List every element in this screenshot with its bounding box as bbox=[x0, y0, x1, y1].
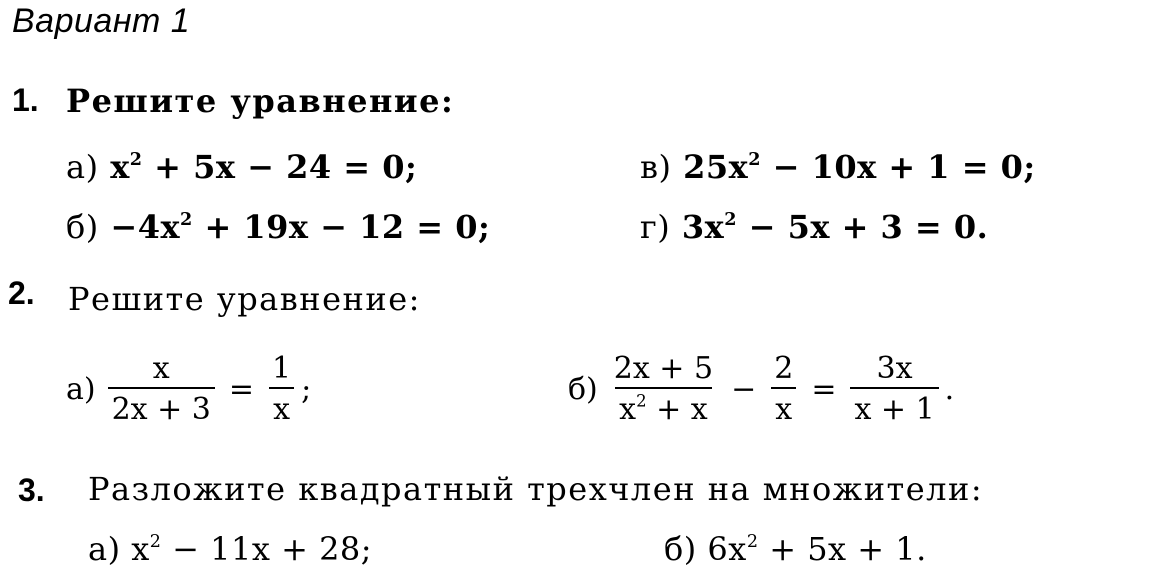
task2-b-f1-den bbox=[615, 387, 712, 426]
task2-number: 2. bbox=[8, 275, 35, 311]
task3-a-expr-post: − 11x + 28; bbox=[161, 530, 373, 568]
task2-a-f1-num: x bbox=[152, 351, 170, 386]
task2-a-fraction-2 bbox=[268, 352, 295, 426]
task2-a-f1-den: 2x + 3 bbox=[108, 387, 215, 426]
task3-eq-b bbox=[664, 530, 927, 568]
task2-b-minus: − bbox=[731, 371, 757, 407]
task2-b-fraction-3 bbox=[850, 352, 938, 426]
task3-a-label: а) bbox=[88, 530, 121, 568]
task1-title: Решите уравнение: bbox=[66, 82, 455, 120]
task1-eq-a bbox=[66, 148, 417, 186]
task2-title: Решите уравнение: bbox=[68, 280, 421, 318]
task3-b-expr-post: + 5x + 1. bbox=[758, 530, 927, 568]
task1-v-expr-post: − 10x + 1 = 0; bbox=[761, 148, 1036, 186]
task1-a-expr-pre: x bbox=[110, 148, 130, 186]
task2-b-f1-num: 2x + 5 bbox=[613, 351, 714, 386]
task3-a-expr-pre: x bbox=[131, 530, 150, 568]
task2-a-eq: = bbox=[228, 371, 255, 407]
task1-number: 1. bbox=[12, 82, 39, 118]
task2-b-fraction-2 bbox=[770, 352, 797, 426]
task1-eq-v bbox=[640, 148, 1036, 186]
task1-a-sup: 2 bbox=[129, 148, 143, 170]
task2-b-eq: = bbox=[811, 371, 837, 407]
variant-heading: Вариант 1 bbox=[12, 2, 191, 40]
task3-b-sup: 2 bbox=[746, 531, 759, 552]
task2-eq-a bbox=[66, 352, 311, 426]
task3-b-label: б) bbox=[664, 530, 697, 568]
task1-b-expr-pre: −4x bbox=[110, 208, 181, 246]
task2-b-fraction-1 bbox=[610, 352, 717, 426]
task1-v-expr-pre: 25x bbox=[683, 148, 749, 186]
task1-a-label: а) bbox=[66, 148, 99, 186]
task2-b-f1-den-sup: 2 bbox=[636, 391, 647, 411]
task2-b-f1-den-pre: x bbox=[619, 392, 637, 427]
task2-b-label: б) bbox=[568, 371, 598, 407]
task1-g-expr-post: − 5x + 3 = 0. bbox=[736, 208, 989, 246]
task1-a-expr-post: + 5x − 24 = 0; bbox=[142, 148, 418, 186]
task3-number: 3. bbox=[18, 472, 45, 508]
task2-b-f2-den: x bbox=[771, 387, 796, 426]
task2-b-f2-num: 2 bbox=[774, 351, 794, 386]
task3-title: Разложите квадратный трехчлен на множители: bbox=[88, 470, 984, 508]
task1-b-sup: 2 bbox=[180, 208, 193, 230]
task1-g-sup: 2 bbox=[724, 208, 737, 230]
task3-a-sup: 2 bbox=[149, 531, 162, 552]
task1-b-expr-post: + 19x − 12 = 0; bbox=[192, 208, 491, 246]
task2-a-end: ; bbox=[301, 371, 312, 407]
task1-b-label: б) bbox=[66, 208, 99, 246]
task3-eq-a bbox=[88, 530, 372, 568]
task2-b-f3-num: 3x bbox=[876, 351, 913, 386]
task1-eq-b bbox=[66, 208, 490, 246]
task2-b-f3-den: x + 1 bbox=[850, 387, 938, 426]
task1-eq-g bbox=[640, 208, 988, 246]
task1-g-label: г) bbox=[640, 208, 671, 246]
task1-v-sup: 2 bbox=[748, 148, 761, 170]
task2-a-f2-den: x bbox=[269, 387, 294, 426]
task1-g-expr-pre: 3x bbox=[681, 208, 725, 246]
task3-b-expr-pre: 6x bbox=[707, 530, 747, 568]
task1-v-label: в) bbox=[640, 148, 672, 186]
task2-a-label: а) bbox=[66, 371, 96, 407]
task2-a-fraction-1 bbox=[108, 352, 215, 426]
task2-a-f2-num: 1 bbox=[272, 351, 292, 386]
task2-b-f1-den-post: + x bbox=[646, 392, 708, 427]
task2-b-end: . bbox=[944, 371, 955, 407]
task2-eq-b bbox=[568, 352, 954, 426]
